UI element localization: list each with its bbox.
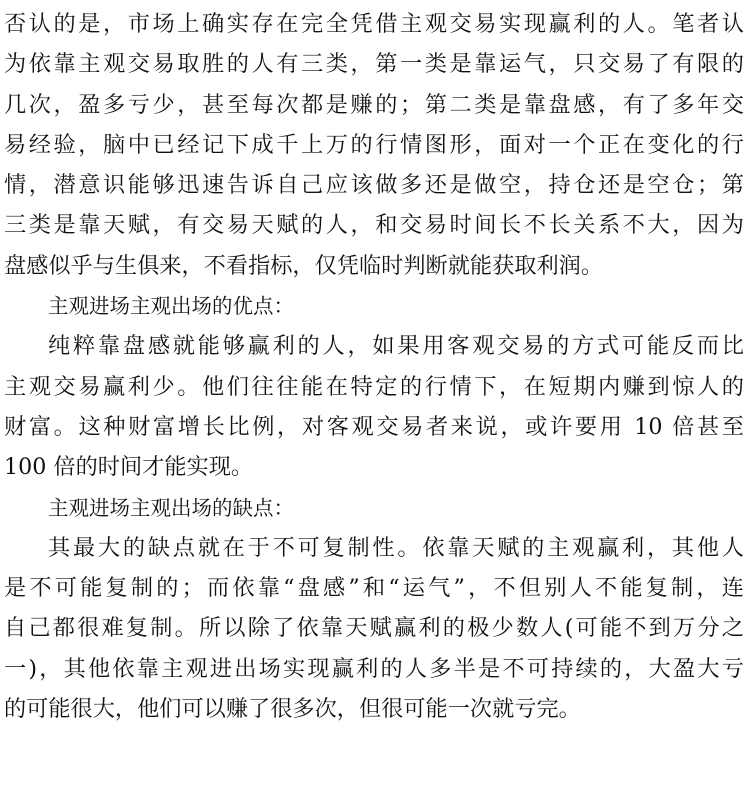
text-line: 其最大的缺点就在于不可复制性。依靠天赋的主观赢利，其他人 [48, 534, 744, 561]
text-line: 财富。这种财富增长比例，对客观交易者来说，或许要用 10 倍甚至 [4, 413, 744, 440]
text-line: 易经验，脑中已经记下成千上万的行情图形，面对一个正在变化的行 [4, 131, 744, 158]
section-heading-disadvantages: 主观进场主观出场的缺点： [48, 495, 294, 520]
text-line: 几次，盈多亏少，甚至每次都是赚的；第二类是靠盘感，有了多年交 [4, 91, 744, 118]
text-line: 纯粹靠盘感就能够赢利的人，如果用客观交易的方式可能反而比 [48, 333, 744, 360]
section-heading-advantages: 主观进场主观出场的优点： [48, 294, 294, 319]
text-line: 盘感似乎与生俱来，不看指标，仅凭临时判断就能获取利润。 [4, 252, 604, 279]
text-line: 为依靠主观交易取胜的人有三类，第一类是靠运气，只交易了有限的 [4, 51, 744, 78]
text-line: 情，潜意识能够迅速告诉自己应该做多还是做空，持仓还是空仓；第 [4, 172, 744, 199]
text-line: 一)，其他依靠主观进出场实现赢利的人多半是不可持续的，大盈大亏 [4, 655, 744, 682]
text-line: 三类是靠天赋，有交易天赋的人，和交易时间长不长关系不大，因为 [4, 212, 744, 239]
text-line: 主观交易赢利少。他们往往能在特定的行情下，在短期内赚到惊人的 [4, 373, 744, 400]
document-page [0, 4, 750, 785]
text-line: 自己都很难复制。所以除了依靠天赋赢利的极少数人(可能不到万分之 [4, 615, 744, 642]
text-line: 是不可能复制的；而依靠“盘感”和“运气”，不但别人不能复制，连 [4, 575, 744, 602]
text-line: 否认的是，市场上确实存在完全凭借主观交易实现赢利的人。笔者认 [4, 11, 744, 37]
text-line: 100 倍的时间才能实现。 [4, 454, 254, 481]
text-line: 的可能很大，他们可以赚了很多次，但很可能一次就亏完。 [4, 696, 581, 723]
